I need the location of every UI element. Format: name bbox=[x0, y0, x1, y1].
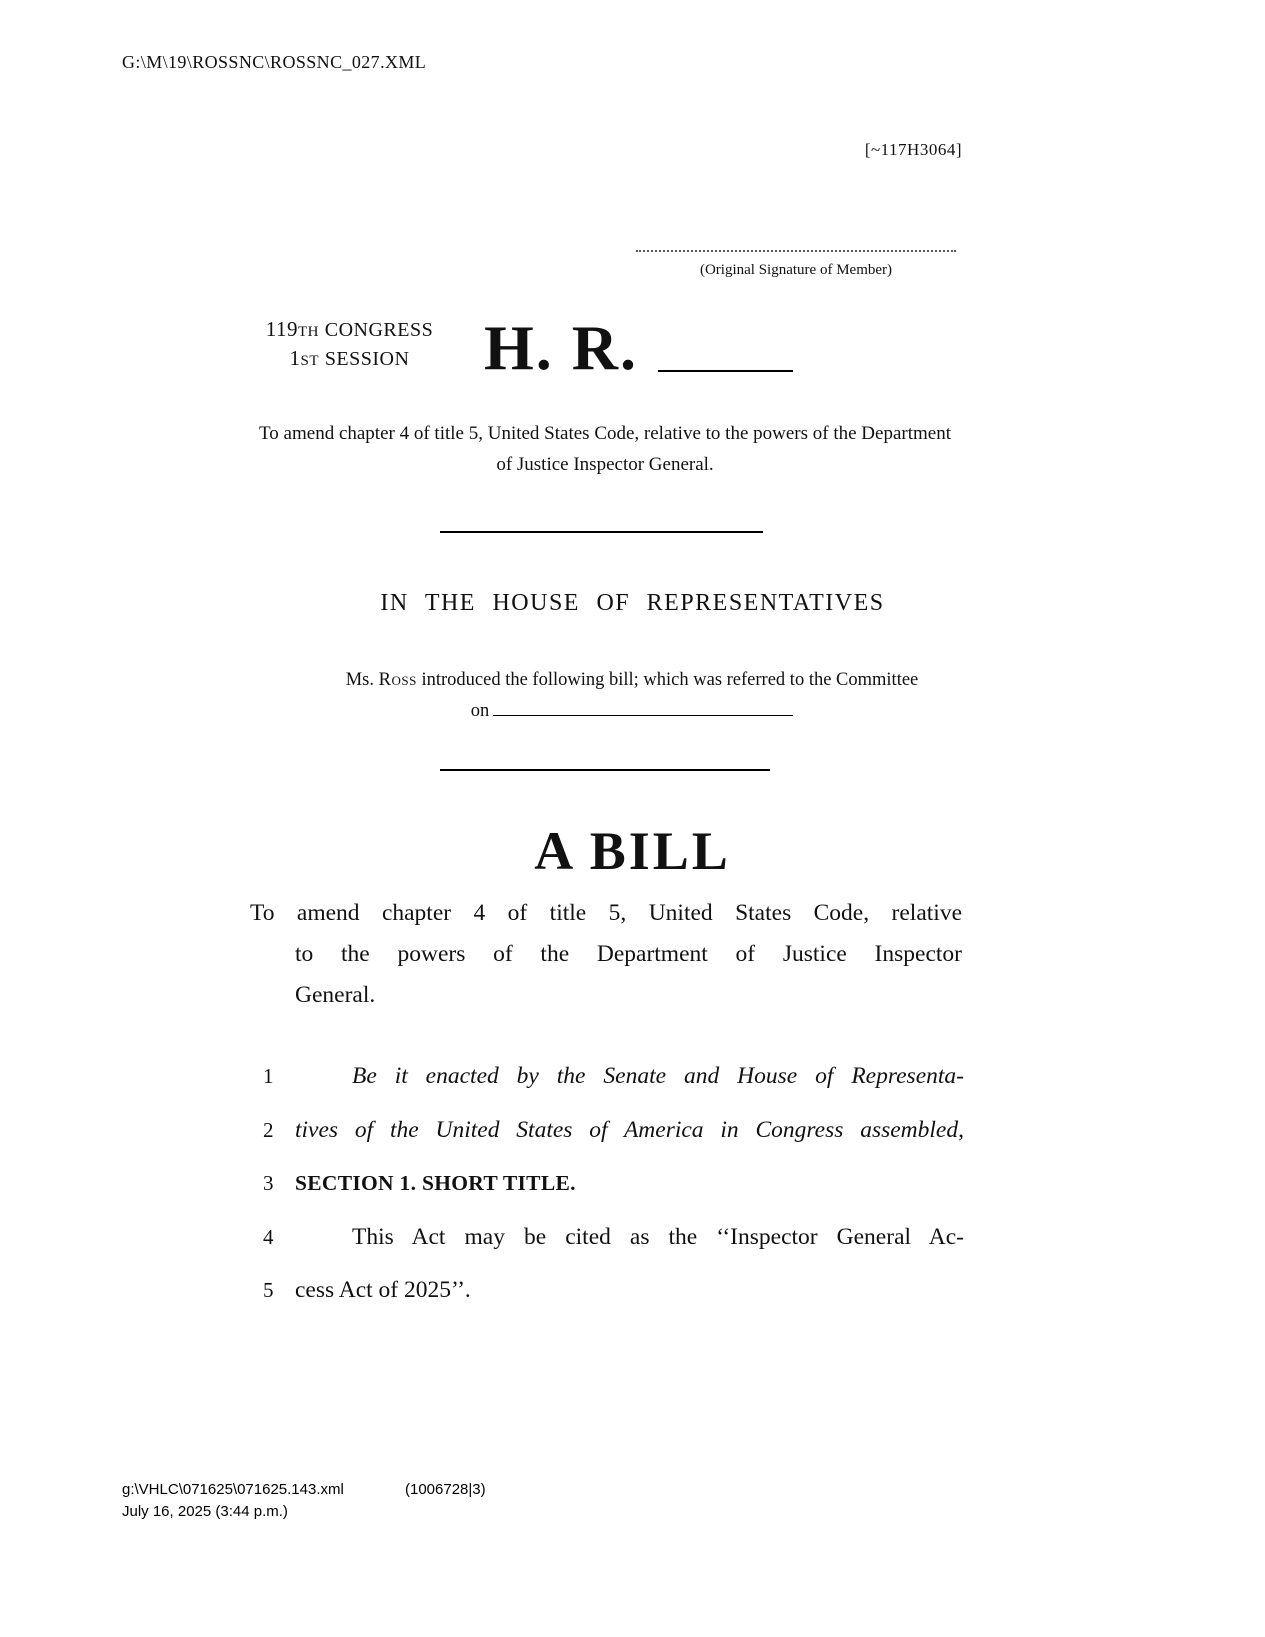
bill-text-line bbox=[250, 1264, 964, 1318]
introduction-text: introduced the following bill; which was referred to the Committee bbox=[421, 670, 919, 690]
bill-heading: A BILL bbox=[534, 821, 731, 881]
bill-purpose-line: To amend chapter 4 of title 5, United States Code, relative bbox=[250, 900, 962, 926]
congress-line bbox=[242, 316, 457, 345]
session-word: SESSION bbox=[324, 348, 410, 370]
chamber-heading: IN THE HOUSE OF REPRESENTATIVES bbox=[380, 590, 885, 616]
congress-word: CONGRESS bbox=[324, 319, 434, 341]
bill-text-line bbox=[250, 1211, 964, 1265]
session-line bbox=[242, 345, 457, 374]
bill-purpose-line: General. bbox=[295, 982, 376, 1008]
line-number: 2 bbox=[263, 1117, 274, 1142]
document-footer bbox=[122, 1479, 486, 1523]
footer-date: July 16, 2025 (3:44 p.m.) bbox=[122, 1503, 288, 1520]
congress-ordinal-suffix: TH bbox=[298, 324, 319, 340]
footer-line-1 bbox=[122, 1479, 486, 1501]
congress-number: 119 bbox=[265, 317, 298, 341]
line-number: 4 bbox=[263, 1224, 274, 1249]
bill-text-line bbox=[250, 1104, 964, 1158]
horizontal-rule-top bbox=[440, 531, 763, 533]
footer-doc-id: (1006728|3) bbox=[405, 1481, 486, 1498]
bill-text-line bbox=[250, 1050, 964, 1104]
session-number: 1 bbox=[289, 346, 301, 370]
horizontal-rule-bottom bbox=[440, 769, 770, 771]
bill-body bbox=[250, 1050, 964, 1318]
bill-type-label: H. R. bbox=[484, 312, 638, 383]
committee-on-label: on bbox=[470, 701, 490, 721]
congress-session-block bbox=[242, 316, 457, 374]
session-ordinal-suffix: ST bbox=[300, 353, 320, 369]
signature-block bbox=[636, 240, 956, 279]
bill-text-line bbox=[250, 1157, 964, 1211]
bill-purpose-line: to the powers of the Department of Justice Inspector bbox=[295, 941, 962, 967]
bill-number-row bbox=[484, 312, 793, 384]
line-text: tives of the United States of America in Congress assembled, bbox=[295, 1116, 964, 1143]
file-path-header: G:\M\19\ROSSNC\ROSSNC_027.XML bbox=[122, 52, 427, 72]
bill-purpose bbox=[250, 893, 962, 1016]
bill-preamble: To amend chapter 4 of title 5, United States Code, relative to the powers of the Department of Justice Inspector General. bbox=[259, 423, 951, 475]
signature-dotted-line bbox=[636, 240, 956, 252]
line-text: This Act may be cited as the ‘‘Inspector General Ac- bbox=[352, 1223, 964, 1250]
bill-number-blank bbox=[658, 370, 793, 372]
line-text: cess Act of 2025’’. bbox=[295, 1277, 471, 1303]
line-number: 3 bbox=[263, 1171, 274, 1195]
line-number: 5 bbox=[263, 1278, 274, 1302]
sponsor-name: Ross bbox=[378, 670, 417, 690]
signature-caption: (Original Signature of Member) bbox=[699, 262, 893, 278]
sponsor-prefix: Ms. bbox=[345, 670, 375, 690]
line-text: Be it enacted by the Senate and House of Representa- bbox=[352, 1063, 964, 1089]
committee-name-blank bbox=[493, 702, 793, 716]
bill-stamp: [~117H3064] bbox=[864, 140, 962, 159]
footer-xml-path: g:\VHLC\071625\071625.143.xml bbox=[122, 1481, 344, 1498]
introduction-block bbox=[252, 665, 1012, 727]
line-number: 1 bbox=[263, 1064, 274, 1088]
line-text: SECTION 1. SHORT TITLE. bbox=[295, 1171, 576, 1195]
